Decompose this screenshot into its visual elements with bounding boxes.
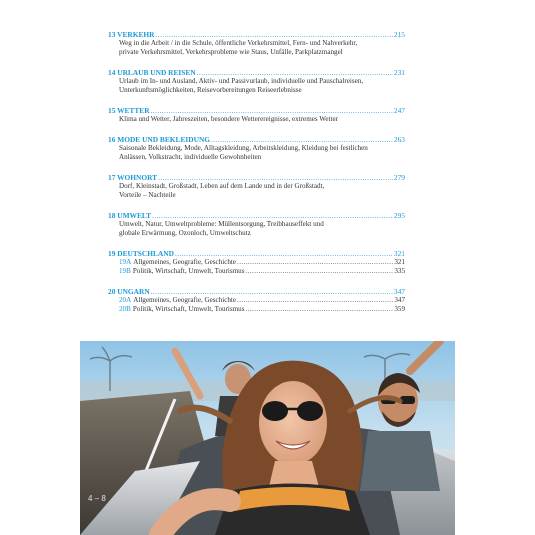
toc-chapter-heading[interactable]	[108, 173, 405, 182]
description-line: Unterkunftsmöglichkeiten, Reisevorbereitungen Reiseerlebnisse	[119, 86, 302, 94]
chapter-page-number: 347	[393, 287, 405, 296]
toc-chapter-heading[interactable]	[108, 211, 405, 220]
chapter-title: 20 UNGARN	[108, 287, 150, 296]
chapter-description	[108, 182, 405, 200]
toc-entry	[108, 173, 405, 200]
toc-entry	[108, 106, 405, 124]
dot-leader	[246, 267, 394, 276]
chapter-title: 14 URLAUB UND REISEN	[108, 68, 196, 77]
subentry-code: 20A	[119, 296, 132, 304]
toc-chapter-heading[interactable]	[108, 68, 405, 77]
toc-chapter-heading[interactable]	[108, 287, 405, 296]
subentry-code: 20B	[119, 305, 131, 313]
subentry-page-number: 347	[394, 296, 405, 304]
dot-leader	[175, 249, 393, 258]
dot-leader	[237, 296, 393, 305]
subentry-page-number: 359	[394, 305, 405, 313]
dot-leader	[197, 68, 393, 77]
toc-entry	[108, 68, 405, 95]
chapter-description	[108, 115, 405, 124]
subentry-code: 19A	[119, 258, 132, 266]
description-line: Umwelt, Natur, Umweltprobleme: Müllentsorgung, Treibhauseffekt und	[119, 220, 324, 228]
toc-chapter-heading[interactable]	[108, 135, 405, 144]
subentry-title: Allgemeines, Geografie, Geschichte	[133, 258, 237, 266]
chapter-description	[108, 144, 405, 162]
description-line: Dorf, Kleinstadt, Großstadt, Leben auf dem Lande und in der Großstadt,	[119, 182, 325, 190]
chapter-page-number: 279	[393, 173, 405, 182]
description-line: private Verkehrsmittel, Verkehrsprobleme wie Staus, Unfälle, Parkplatzmangel	[119, 48, 343, 56]
chapter-title: 17 WOHNORT	[108, 173, 158, 182]
description-line: Saisonale Bekleidung, Mode, Alltagskleidung, Arbeitskleidung, Kleidung bei festlichen	[119, 144, 368, 152]
chapter-page-number: 263	[393, 135, 405, 144]
subentry-title: Politik, Wirtschaft, Umwelt, Tourismus	[132, 267, 245, 275]
toc-chapter-heading[interactable]	[108, 30, 405, 39]
description-line: Vorteile – Nachteile	[119, 191, 176, 199]
subentry-title: Politik, Wirtschaft, Umwelt, Tourismus	[132, 305, 245, 313]
dot-leader	[151, 106, 393, 115]
description-line: Anlässen, Volkstracht, individuelle Gewohnheiten	[119, 153, 262, 161]
chapter-page-number: 215	[393, 30, 405, 39]
toc-subentry[interactable]	[108, 258, 405, 267]
selfie-photo-illustration	[80, 341, 455, 535]
chapter-description	[108, 220, 405, 238]
subentry-title: Allgemeines, Geografie, Geschichte	[133, 296, 237, 304]
chapter-description	[108, 77, 405, 95]
toc-entry	[108, 211, 405, 238]
toc-subentry[interactable]	[108, 267, 405, 276]
dot-leader	[211, 135, 393, 144]
dot-leader	[152, 211, 393, 220]
dot-leader	[246, 305, 394, 314]
cover-photo	[80, 341, 455, 535]
subentry-code: 19B	[119, 267, 131, 275]
chapter-title: 16 MODE UND BEKLEIDUNG	[108, 135, 211, 144]
table-of-contents	[108, 30, 405, 325]
subentry-page-number: 335	[394, 267, 405, 275]
chapter-page-number: 247	[393, 106, 405, 115]
description-line: Urlaub im In- und Ausland, Aktiv- und Passivurlaub, individuelle und Pauschalreisen,	[119, 77, 364, 85]
subentry-page-number: 321	[394, 258, 405, 266]
dot-leader	[237, 258, 393, 267]
chapter-page-number: 231	[393, 68, 405, 77]
chapter-page-number: 295	[393, 211, 405, 220]
dot-leader	[155, 30, 392, 39]
chapter-title: 15 WETTER	[108, 106, 150, 115]
toc-entry	[108, 249, 405, 276]
description-line: globale Erwärmung, Ozonloch, Umweltschutz	[119, 229, 251, 237]
description-line: Klima und Wetter, Jahreszeiten, besondere Wetterereignisse, extremes Wetter	[119, 115, 339, 123]
chapter-page-number: 321	[393, 249, 405, 258]
description-line: Weg in die Arbeit / in die Schule, öffentliche Verkehrsmittel, Fern- und Nahverkehr,	[119, 39, 358, 47]
page-number: 4 – 8	[88, 494, 106, 503]
chapter-title: 19 DEUTSCHLAND	[108, 249, 174, 258]
dot-leader	[151, 287, 393, 296]
dot-leader	[158, 173, 393, 182]
toc-subentry[interactable]	[108, 296, 405, 305]
toc-chapter-heading[interactable]	[108, 106, 405, 115]
toc-entry	[108, 135, 405, 162]
toc-entry	[108, 287, 405, 314]
toc-chapter-heading[interactable]	[108, 249, 405, 258]
chapter-title: 18 UMWELT	[108, 211, 152, 220]
toc-subentry[interactable]	[108, 305, 405, 314]
chapter-description	[108, 39, 405, 57]
toc-entry	[108, 30, 405, 57]
chapter-title: 13 VERKEHR	[108, 30, 155, 39]
